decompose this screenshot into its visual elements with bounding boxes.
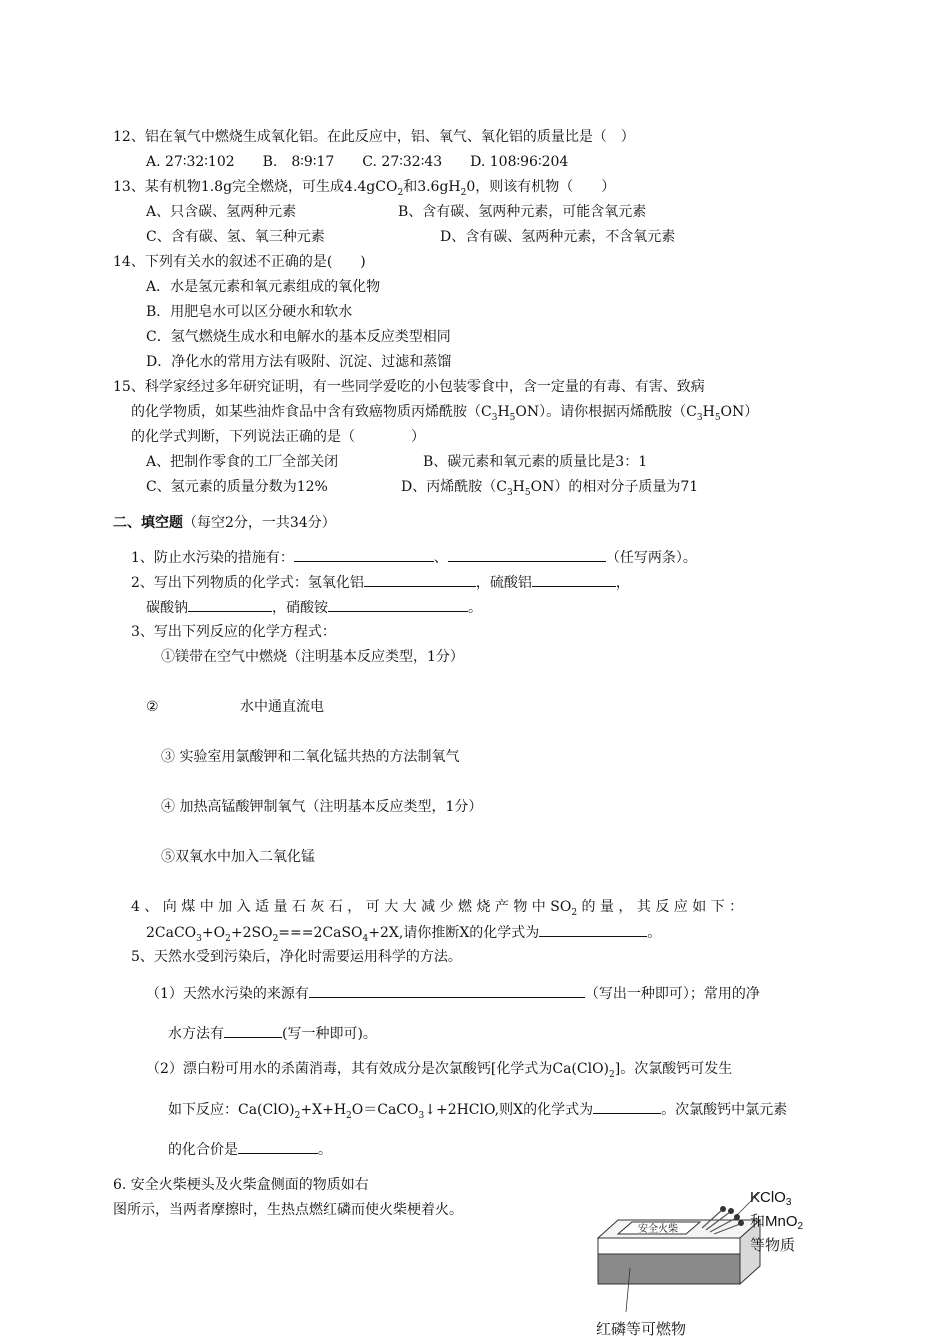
label-kclo3: KClO$_3$ xyxy=(750,1189,792,1208)
q14-option-a: A．水是氢元素和氧元素组成的氧化物 xyxy=(146,279,381,295)
q15-line1: 15、科学家经过多年研究证明，有一些同学爱吃的小包装零食中，含一定量的有毒、有害、致病 xyxy=(113,379,705,395)
fill-5-2-reaction: 如下反应：$Ca(ClO)_2+X+H_2O=CaCO_3↓+2HClO$,则X的化学式为 。次氯酸钙中氯元素 xyxy=(168,1099,787,1120)
fill-4-line1: 4 、 向 煤 中 加 入 适 量 石 灰 石 ， 可 大 大 减 少 燃 烧 产 物 中 $SO_2$ 的 量 ， 其 反 应 如 下 ： xyxy=(131,899,744,918)
section2-note: （每空2分，一共34分） xyxy=(183,515,336,531)
blank-1a[interactable] xyxy=(294,547,434,562)
blank-5c[interactable] xyxy=(593,1099,661,1114)
blank-5d[interactable] xyxy=(238,1139,318,1154)
blank-5a[interactable] xyxy=(309,983,585,998)
blank-5b[interactable] xyxy=(224,1023,282,1038)
fill-3-item2-number: ② xyxy=(146,699,159,715)
q15-option-d: D、丙烯酰胺$(C_3H_5ON)$的相对分子质量为71 xyxy=(401,479,699,498)
fill-5: 5、天然水受到污染后，净化时需要运用科学的方法。 xyxy=(131,949,462,965)
fill-6-line2: 图所示，当两者摩擦时，生热点燃红磷而使火柴梗着火。 xyxy=(113,1202,463,1218)
fill-4-equation: $2CaCO_3+O_2+2SO_2===2CaSO_4+2X$,请你推断X的化学式为 。 xyxy=(146,922,661,943)
q15-option-b: B、碳元素和氧元素的质量比是3：1 xyxy=(423,454,648,470)
blank-2a[interactable] xyxy=(364,572,476,587)
fill-3-item5: ⑤双氧水中加入二氧化锰 xyxy=(161,849,315,865)
q12-options: A. 27∶32∶102 B. 8∶9∶17 C. 27∶32∶43 D. 108∶96∶204 xyxy=(146,154,569,170)
fill-6-line1: 6. 安全火柴梗头及火柴盒侧面的物质如右 xyxy=(113,1177,369,1193)
fill-2-cont: 碳酸钠 ，硝酸铵 。 xyxy=(146,597,482,618)
fill-2: 2、写出下列物质的化学式：氢氧化铝 ，硫酸铝 ， xyxy=(131,572,630,593)
q13-option-c: C、含有碳、氢、氧三种元素 xyxy=(146,229,325,245)
label-mno2: 和MnO$_2$ xyxy=(750,1213,804,1232)
q14-option-b: B．用肥皂水可以区分硬水和软水 xyxy=(146,304,353,320)
fill-5-2-valence: 的化合价是 。 xyxy=(168,1139,332,1160)
q15-option-c: C、氢元素的质量分数为12% xyxy=(146,479,328,495)
label-red-phosphorus: 红磷等可燃物 xyxy=(596,1321,687,1338)
matchbox-figure xyxy=(590,1180,840,1344)
q15-line3: 的化学式判断，下列说法正确的是（ ） xyxy=(131,429,425,445)
matchbox-front-upper xyxy=(598,1238,740,1254)
section2-heading xyxy=(113,513,336,533)
q13-option-b: B、含有碳、氢两种元素，可能含氧元素 xyxy=(398,204,647,220)
fill-5-1: （1）天然水污染的来源有 （写出一种即可）；常用的净 xyxy=(146,983,760,1004)
fill-3-item2: 水中通直流电 xyxy=(240,699,324,715)
fill-3-item3: ③ 实验室用氯酸钾和二氧化锰共热的方法制氧气 xyxy=(161,749,460,765)
label-other-substances: 等物质 xyxy=(750,1237,796,1254)
q13-option-d: D、含有碳、氢两种元素，不含氧元素 xyxy=(440,229,676,245)
fill-3-item1: ①镁带在空气中燃烧（注明基本反应类型，1分） xyxy=(161,649,464,665)
blank-2d[interactable] xyxy=(328,597,468,612)
q15-line2: 的化学物质，如某些油炸食品中含有致癌物质丙烯酰胺$(C_3H_5ON)$。请你根据丙烯酰胺$(C_3H_5ON)$ xyxy=(131,404,759,423)
section2-title: 二、填空题 xyxy=(113,515,183,531)
fill-5-2: （2）漂白粉可用水的杀菌消毒，其有效成分是次氯酸钙[化学式为$Ca(ClO)_2$]。次氯酸钙可发生 xyxy=(146,1061,733,1080)
q12-stem: 12、铝在氧气中燃烧生成氧化铝。在此反应中，铝、氧气、氧化铝的质量比是（ ） xyxy=(113,129,635,145)
q14-stem: 14、下列有关水的叙述不正确的是( ) xyxy=(113,254,366,270)
q13-stem: 13、某有机物1.8g完全燃烧，可生成4.4gCO$_2$和$3.6gH_20$，则该有机物（ ） xyxy=(113,179,616,198)
fill-3: 3、写出下列反应的化学方程式： xyxy=(131,624,336,640)
matchbox-label: 安全火柴 xyxy=(638,1224,678,1235)
blank-4[interactable] xyxy=(539,922,647,937)
fill-1: 1、防止水污染的措施有： 、 （任写两条）。 xyxy=(131,547,697,568)
fill-5-1-cont: 水方法有 (写一种即可)。 xyxy=(168,1023,377,1044)
blank-1b[interactable] xyxy=(448,547,606,562)
q15-option-a: A、把制作零食的工厂全部关闭 xyxy=(146,454,339,470)
q14-option-d: D．净化水的常用方法有吸附、沉淀、过滤和蒸馏 xyxy=(146,354,452,370)
q13-option-a: A、只含碳、氢两种元素 xyxy=(146,204,297,220)
fill-3-item4: ④ 加热高锰酸钾制氧气（注明基本反应类型，1分） xyxy=(161,799,483,815)
q14-option-c: C．氢气燃烧生成水和电解水的基本反应类型相同 xyxy=(146,329,451,345)
blank-2c[interactable] xyxy=(188,597,272,612)
blank-2b[interactable] xyxy=(532,572,616,587)
